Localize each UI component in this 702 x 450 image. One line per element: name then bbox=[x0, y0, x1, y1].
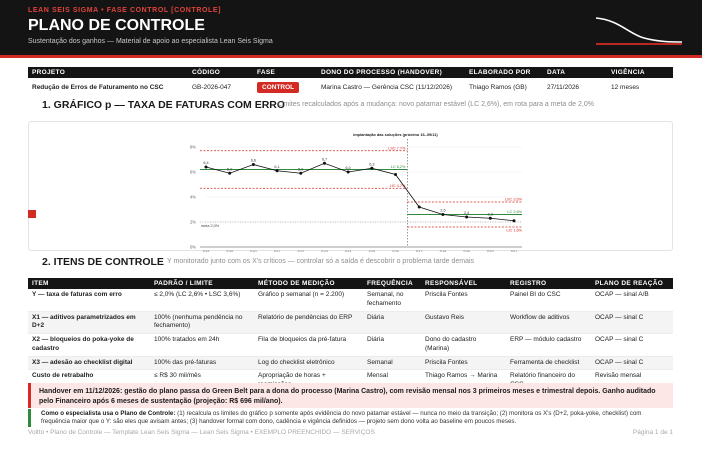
section-marker-icon bbox=[28, 210, 36, 218]
col-reacao: PLANO DE REAÇÃO bbox=[591, 278, 673, 289]
cl-before-label: LC 6,2% bbox=[390, 165, 406, 169]
table-cell: X1 — aditivos parametrizados em D+2 bbox=[28, 311, 150, 334]
table-cell: Y — taxa de faturas com erro bbox=[28, 289, 150, 311]
col-elaborado: ELABORADO POR bbox=[465, 67, 543, 78]
project-name: Redução de Erros de Faturamento no CSC bbox=[32, 83, 164, 91]
x-tick-label: S41 bbox=[273, 250, 281, 252]
y-tick-label: 8% bbox=[189, 144, 196, 150]
x-tick-label: S51 bbox=[510, 250, 518, 252]
page-header bbox=[0, 0, 702, 55]
data-point bbox=[465, 216, 468, 219]
table-cell: ≤ R$ 30 mil/mês bbox=[150, 370, 254, 393]
p-chart bbox=[29, 122, 674, 252]
table-cell: X3 — adesão ao checklist digital bbox=[28, 356, 150, 370]
prepared-by: Thiago Ramos (GB) bbox=[469, 83, 527, 91]
table-row bbox=[28, 356, 673, 370]
table-cell: Dono do cadastro (Marina) bbox=[421, 334, 506, 357]
table-cell: Diária bbox=[363, 311, 421, 334]
x-tick-label: S49 bbox=[463, 250, 470, 252]
x-tick-label: S39 bbox=[226, 250, 234, 252]
x-tick-label: S42 bbox=[297, 250, 305, 252]
x-tick-label: S47 bbox=[415, 250, 423, 252]
col-metodo: MÉTODO DE MEDIÇÃO bbox=[254, 278, 363, 289]
data-label: 2,6 bbox=[440, 208, 446, 213]
data-point bbox=[252, 163, 255, 166]
ucl-after-label: LSC 3,6% bbox=[504, 197, 522, 202]
table-cell: OCAP — sinal C bbox=[591, 311, 673, 334]
section-1-title: 1. GRÁFICO p — TAXA DE FATURAS COM ERRO bbox=[42, 99, 286, 111]
table-cell: Gustavo Reis bbox=[421, 311, 506, 334]
table-cell: Semanal bbox=[363, 356, 421, 370]
data-label: 6,3 bbox=[369, 162, 375, 167]
header-accent-bar bbox=[0, 55, 702, 58]
data-point bbox=[513, 219, 516, 222]
project-info-table bbox=[28, 67, 673, 93]
table-cell: Apropriação de horas + bbox=[254, 370, 363, 393]
table-row bbox=[28, 334, 673, 357]
col-vigencia: VIGÊNCIA bbox=[607, 67, 673, 78]
lcl-after-label: LIC 1,6% bbox=[506, 228, 522, 233]
col-registro: REGISTRO bbox=[506, 278, 591, 289]
lcl-before-label: LIC 4,7% bbox=[389, 183, 406, 188]
table-cell: Priscila Fontes bbox=[421, 289, 506, 311]
col-responsavel: RESPONSÁVEL bbox=[421, 278, 506, 289]
y-tick-label: 0% bbox=[189, 244, 196, 250]
intervention-label: implantação das soluções (próximo 16–09/11) bbox=[353, 132, 438, 137]
data-point bbox=[489, 217, 492, 220]
data-point bbox=[205, 166, 208, 169]
y-tick-label: 4% bbox=[189, 194, 196, 200]
data-point bbox=[276, 169, 279, 172]
page-number: Página 1 de 1 bbox=[632, 429, 673, 436]
col-projeto: PROJETO bbox=[28, 67, 188, 78]
howto-text: (1) recalcula os limites do gráfico p somente após evidência do novo patamar estável — nunca no meio da transição; (2) monitora os X's (D+2, poka-yoke, checklist) com frequência maior que o Y: são eles que avisam antes; (3) handover formal com dono, cadência e vigência definidos — projeto sem dono volta ao baseline em poucos meses. bbox=[41, 410, 642, 426]
section-2-note: Y monitorado junto com os X's críticos — controlar só a saída é descobrir o problema tarde demais bbox=[167, 258, 475, 265]
table-cell: Relatório de pendências do ERP bbox=[254, 311, 363, 334]
cl-after-label: LC 2,6% bbox=[507, 210, 522, 214]
col-padrao: PADRÃO / LIMITE bbox=[150, 278, 254, 289]
y-tick-label: 6% bbox=[189, 169, 196, 175]
col-dono: DONO DO PROCESSO (HANDOVER) bbox=[317, 67, 465, 78]
data-label: 6,1 bbox=[274, 164, 280, 169]
x-tick-label: S38 bbox=[202, 250, 210, 252]
col-codigo: CÓDIGO bbox=[188, 67, 253, 78]
footer-left: Voltto • Plano de Controle — Template Lean Seis Sigma — Lean Seis Sigma • EXEMPLO PREENCHIDO — SERVIÇOS bbox=[28, 429, 375, 436]
project-code: GB-2026-047 bbox=[192, 83, 232, 91]
table-cell: ≤ 2,0% (LC 2,6% • LSC 3,6%) bbox=[150, 289, 254, 311]
table-cell: OCAP — sinal C bbox=[591, 334, 673, 357]
data-point bbox=[347, 171, 350, 174]
data-label: 6,4 bbox=[203, 161, 209, 165]
project-date: 27/11/2026 bbox=[547, 83, 580, 91]
col-data: DATA bbox=[543, 67, 607, 78]
x-tick-label: S44 bbox=[344, 250, 352, 252]
y-tick-label: 2% bbox=[189, 219, 196, 225]
table-cell: X2 — bloqueios do poka-yoke de cadastro bbox=[28, 334, 150, 357]
table-cell: 100% tratados em 24h bbox=[150, 334, 254, 357]
x-tick-label: S40 bbox=[250, 250, 257, 252]
x-tick-label: S45 bbox=[368, 250, 376, 252]
data-point bbox=[323, 162, 326, 165]
table-cell: Revisão mensal bbox=[591, 370, 673, 393]
table-cell: Relatório financeiro do bbox=[506, 370, 591, 393]
data-label: 6,6 bbox=[250, 158, 257, 163]
col-item: ITEM bbox=[28, 278, 150, 289]
table-cell: Semanal, no fechamento bbox=[363, 289, 421, 311]
table-cell: Diária bbox=[363, 334, 421, 357]
table-cell: Priscila Fontes bbox=[421, 356, 506, 370]
x-tick-label: S48 bbox=[439, 250, 447, 252]
table-cell: 100% (nenhuma pendência no fechamento) bbox=[150, 311, 254, 334]
p-chart-card bbox=[28, 121, 673, 251]
page-subtitle: Sustentação dos ganhos — Material de apoio ao especialista Lean Seis Sigma bbox=[28, 38, 273, 45]
table-cell: Ferramenta de checklist bbox=[506, 356, 591, 370]
data-point bbox=[394, 173, 397, 176]
data-label: 5,9 bbox=[298, 167, 304, 172]
data-point bbox=[370, 167, 373, 170]
table-cell: Gráfico p semanal (n = 2.200) bbox=[254, 289, 363, 311]
ucl-before-label: LSC 7,7% bbox=[388, 146, 406, 151]
data-point bbox=[228, 172, 231, 175]
data-label: 2,3 bbox=[487, 212, 493, 217]
table-cell: Log do checklist eletrônico bbox=[254, 356, 363, 370]
howto-callout bbox=[28, 409, 673, 427]
control-items-table bbox=[28, 278, 673, 393]
data-point bbox=[418, 206, 421, 209]
data-point bbox=[441, 213, 444, 216]
x-tick-label: S46 bbox=[392, 250, 399, 252]
table-cell: OCAP — sinal C bbox=[591, 356, 673, 370]
section-1-note: Limites recalculados após a mudança: novo patamar estável (LC 2,6%), em rota para a meta de 2,0% bbox=[278, 101, 594, 108]
table-cell: Workflow de aditivos bbox=[506, 311, 591, 334]
table-row bbox=[28, 289, 673, 311]
table-cell: Thiago Ramos → Marina bbox=[421, 370, 506, 393]
data-label: 2,4 bbox=[463, 211, 470, 215]
meta-label: meta 2,0% bbox=[201, 224, 220, 228]
process-owner: Marina Castro — Gerência CSC (11/12/2026) bbox=[321, 83, 453, 91]
header-kicker: LEAN SEIS SIGMA • FASE CONTROL [CONTROLE] bbox=[28, 7, 222, 14]
data-label: 6,7 bbox=[321, 157, 328, 162]
table-cell: ERP — módulo cadastro bbox=[506, 334, 591, 357]
data-label: 6,0 bbox=[345, 166, 351, 170]
data-point bbox=[299, 172, 302, 175]
table-cell: OCAP — sinal A/B bbox=[591, 289, 673, 311]
table-cell: Custo de retrabalho bbox=[28, 370, 150, 393]
data-label: 5,9 bbox=[227, 167, 233, 172]
x-tick-label: S50 bbox=[486, 250, 494, 252]
phase-badge: CONTROL bbox=[257, 82, 299, 93]
howto-lead: Como o especialista usa o Plano de Controle: bbox=[41, 410, 176, 417]
project-phase bbox=[253, 78, 317, 93]
x-tick-label: S43 bbox=[321, 250, 328, 252]
table-cell: Fila de bloqueios da pré-fatura bbox=[254, 334, 363, 357]
project-validity: 12 meses bbox=[611, 83, 640, 91]
section-2-title: 2. ITENS DE CONTROLE bbox=[42, 256, 164, 268]
header-decoration-icon bbox=[594, 8, 684, 50]
table-cell: Mensal bbox=[363, 370, 421, 393]
col-frequencia: FREQUÊNCIA bbox=[363, 278, 421, 289]
table-cell: 100% das pré-faturas bbox=[150, 356, 254, 370]
page-title: PLANO DE CONTROLE bbox=[28, 17, 205, 34]
table-row bbox=[28, 311, 673, 334]
col-fase: FASE bbox=[253, 67, 317, 78]
handover-callout: Handover em 11/12/2026: gestão do plano passa do Green Belt para a dona do processo (Marina Castro), com revisão mensal nos 3 primeiros meses e trimestral depois. Ganho auditado pelo Financeiro após 6 meses de sustentação (projeção: R$ 696 mil/ano). bbox=[28, 383, 673, 408]
table-cell: Painel BI do CSC bbox=[506, 289, 591, 311]
